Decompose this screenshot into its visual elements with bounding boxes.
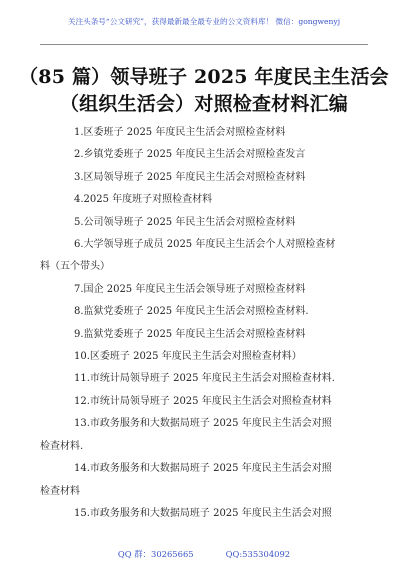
document-title-line-1: （85 篇）领导班子 2025 年度民主生活会 [19, 66, 389, 88]
toc-item: 3.区局领导班子 2025 年度民主生活会对照检查材料 [74, 171, 306, 183]
footer-qq: QQ:535304092 [225, 549, 291, 559]
toc-item: 2.乡镇党委班子 2025 年度民主生活会对照检查发言 [74, 149, 306, 161]
toc-item-continuation: 料（五个带头） [40, 261, 110, 273]
toc-item: 10.区委班子 2025 年度民主生活会对照检查材料） [74, 351, 302, 363]
toc-item: 6.大学领导班子成员 2025 年度民主生活会个人对照检查材 [74, 239, 336, 251]
toc-item: 1.区委班子 2025 年度民主生活会对照检查材料 [74, 127, 286, 138]
toc-item: 5.公司领导班子 2025 年民主生活会对照检查材料 [74, 216, 296, 228]
toc-item: 14.市政务服务和大数据局班子 2025 年度民主生活会对照 [74, 463, 332, 475]
toc-item: 13.市政务服务和大数据局班子 2025 年度民主生活会对照 [74, 418, 332, 430]
toc-item: 11.市统计局领导班子 2025 年度民主生活会对照检查材料. [74, 373, 335, 385]
document-title-line-2: （组织生活会）对照检查材料汇编 [59, 93, 348, 115]
toc-item: 4.2025 年度班子对照检查材料 [74, 194, 213, 206]
footer-contact [0, 548, 408, 560]
toc-item: 15.市政务服务和大数据局班子 2025 年度民主生活会对照 [74, 507, 332, 519]
toc-item-continuation: 检查材料 [40, 485, 80, 497]
toc-item: 7.国企 2025 年度民主生活会领导班子对照检查材料 [74, 283, 306, 295]
toc-item: 12.市统计局领导班子 2025 年度民主生活会对照检查材料 [74, 395, 332, 407]
footer-qq-group: QQ 群：30265665 [117, 549, 194, 559]
table-of-contents [40, 122, 372, 525]
toc-item-continuation: 检查材料. [40, 440, 84, 452]
toc-item: 9.监狱党委班子 2025 年度民主生活会对照检查材料 [74, 328, 306, 340]
header-divider [40, 44, 368, 45]
toc-item: 8.监狱党委班子 2025 年度民主生活会对照检查材料. [74, 306, 309, 318]
header-banner: 关注头条号“公文研究”，获得最新最全最专业的公文资料库！ 微信：gongwenyj [67, 17, 341, 26]
